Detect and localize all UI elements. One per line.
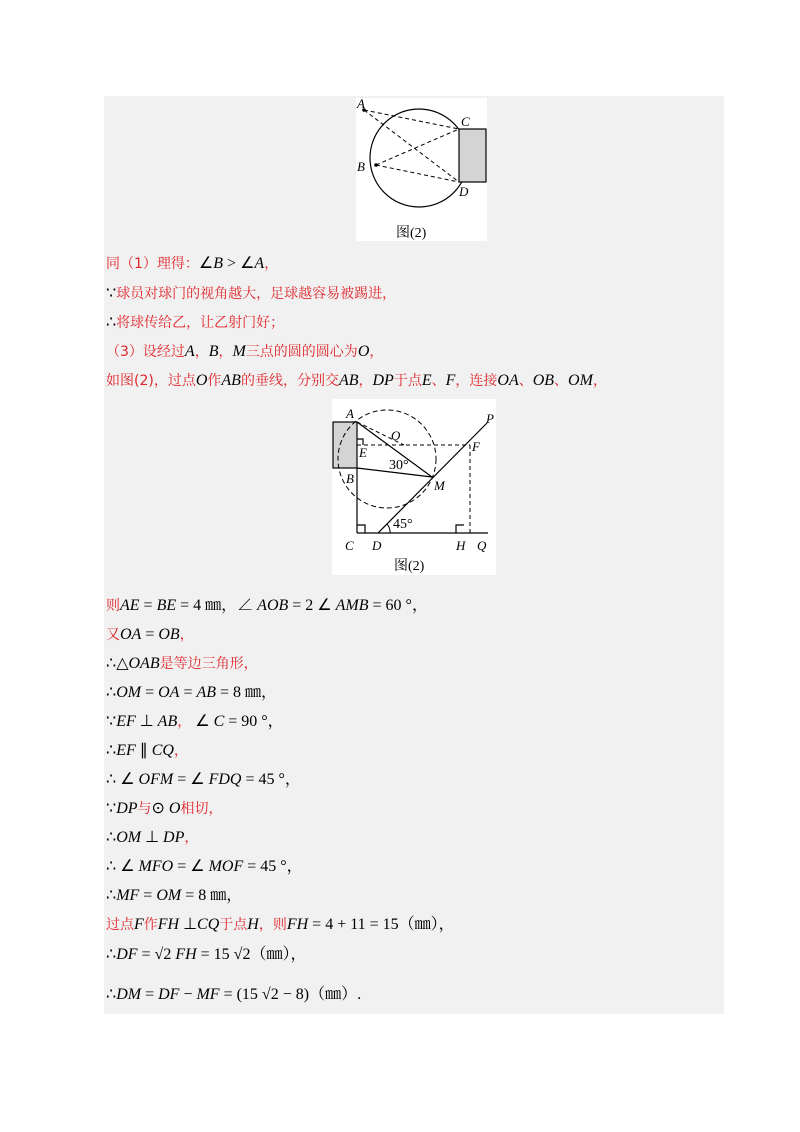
point-d-label: D xyxy=(372,538,382,553)
text-segment: FH xyxy=(286,916,309,933)
text-segment: EF xyxy=(116,713,136,730)
figure-2-diagram xyxy=(332,399,496,575)
text-segment: MF xyxy=(116,887,140,904)
text-line-3 xyxy=(106,309,284,335)
text-segment: ，连接 xyxy=(455,373,498,389)
text-segment: 如图(2)，过点 xyxy=(106,373,196,389)
text-segment: FH xyxy=(175,946,197,963)
text-segment: ∠ xyxy=(191,713,214,730)
text-segment: ∴ xyxy=(106,858,117,875)
text-segment: = 45 °， xyxy=(243,858,303,875)
text-segment: ∠ xyxy=(237,597,258,614)
text-segment: ∴ xyxy=(106,887,117,904)
text-segment: AB xyxy=(338,372,359,389)
text-segment: ∵ xyxy=(106,285,117,302)
text-segment: 、 xyxy=(431,373,446,389)
text-segment: ∴ xyxy=(106,829,117,846)
text-segment: O xyxy=(357,343,370,360)
text-segment: 过点 xyxy=(106,917,134,933)
text-segment: O xyxy=(195,372,208,389)
text-segment: ， xyxy=(218,344,233,360)
text-segment: ∴ xyxy=(106,771,117,788)
text-line-9 xyxy=(106,679,277,705)
text-line-13 xyxy=(106,795,222,821)
text-segment: DF xyxy=(116,946,138,963)
text-segment: = 8 ㎜， xyxy=(216,684,278,701)
point-f-label: F xyxy=(472,439,480,454)
text-segment: 将球传给乙，让乙射门好； xyxy=(116,315,285,331)
text-segment: ∴ xyxy=(106,742,117,759)
text-segment: 三点的圆的圆心为 xyxy=(245,344,358,360)
text-segment: ， xyxy=(184,830,199,846)
text-segment: = xyxy=(179,684,197,701)
text-segment: 的垂线，分别交 xyxy=(240,373,339,389)
text-line-7 xyxy=(106,621,194,647)
text-segment: = xyxy=(139,887,157,904)
text-segment: 作 xyxy=(207,373,222,389)
point-h-label: H xyxy=(456,538,466,553)
text-segment: ， xyxy=(177,714,192,730)
text-segment: OM xyxy=(116,829,142,846)
text-segment: = ∠ xyxy=(173,858,209,875)
text-segment: = √2 xyxy=(137,946,176,963)
point-o-label: O xyxy=(391,428,401,443)
text-segment: ， xyxy=(358,373,373,389)
text-segment: ∴ xyxy=(106,314,117,331)
text-line-11 xyxy=(106,737,188,763)
text-segment: BE xyxy=(156,597,177,614)
text-segment: E xyxy=(421,372,432,389)
point-d-label: D xyxy=(459,184,469,199)
text-segment: AB xyxy=(157,713,178,730)
text-segment: DF xyxy=(158,986,180,1003)
text-segment: ∴ xyxy=(106,946,117,963)
text-segment: AMB xyxy=(335,597,369,614)
text-line-2 xyxy=(106,280,396,306)
text-segment: ∵ xyxy=(106,800,117,817)
text-segment: = 4 ㎜， xyxy=(176,597,238,614)
text-segment: 则 xyxy=(106,598,120,614)
point-a-label: A xyxy=(346,406,354,421)
text-segment: = 15 √2（㎜）， xyxy=(196,946,307,963)
text-segment: MF xyxy=(196,986,220,1003)
text-segment: = 2 ∠ xyxy=(288,597,336,614)
text-line-5 xyxy=(106,367,607,393)
figure-1 xyxy=(356,98,487,241)
angle-30-label: 30° xyxy=(389,458,409,473)
text-segment: C xyxy=(213,713,225,730)
point-b-label: B xyxy=(357,159,365,174)
text-segment: OA xyxy=(120,626,142,643)
point-m-label: M xyxy=(434,478,445,493)
point-e-label: E xyxy=(359,445,367,460)
text-segment: MOF xyxy=(208,858,244,875)
text-segment: 作 xyxy=(143,917,158,933)
text-segment: ∠ xyxy=(198,255,214,272)
text-segment: ⊥ xyxy=(141,829,164,846)
text-segment: AB xyxy=(196,684,217,701)
text-segment: = (15 √2 − 8)（㎜）. xyxy=(219,986,362,1003)
text-segment: DP xyxy=(116,800,138,817)
text-segment: AE xyxy=(120,597,140,614)
text-segment: OM xyxy=(156,887,182,904)
text-segment: B xyxy=(213,255,224,272)
point-q-label: Q xyxy=(477,538,487,553)
text-segment: 与 xyxy=(137,801,152,817)
text-segment: = xyxy=(141,684,159,701)
text-segment: O xyxy=(164,800,181,817)
text-segment: ， xyxy=(369,344,384,360)
text-segment: ∴ xyxy=(106,655,117,672)
text-segment: A xyxy=(184,343,195,360)
text-segment: ∴ xyxy=(106,986,117,1003)
point-c-label: C xyxy=(461,114,470,129)
text-line-1 xyxy=(106,250,278,276)
text-segment: M xyxy=(232,343,246,360)
text-segment: 同（1）理得： xyxy=(106,256,199,272)
text-line-16 xyxy=(106,882,242,908)
point-a-label: A xyxy=(357,98,365,111)
text-segment: ， xyxy=(173,743,188,759)
text-segment: OM xyxy=(116,684,142,701)
text-segment: OAB xyxy=(128,655,160,672)
text-segment: B xyxy=(208,343,219,360)
text-segment: 、 xyxy=(518,373,533,389)
text-segment: = xyxy=(139,597,157,614)
text-segment: 相切， xyxy=(180,801,223,817)
text-segment: 又 xyxy=(106,627,120,643)
text-segment: ， xyxy=(194,344,209,360)
text-line-17 xyxy=(106,911,455,937)
text-segment: ∠ xyxy=(240,255,255,272)
text-segment: F xyxy=(445,372,456,389)
text-segment: ∵ xyxy=(106,713,117,730)
text-segment: CQ xyxy=(151,742,174,759)
text-segment: = xyxy=(141,626,159,643)
text-segment: ⊙ xyxy=(151,800,165,817)
text-segment: OM xyxy=(568,372,593,389)
text-segment: OFM xyxy=(138,771,174,788)
point-p-label: P xyxy=(486,411,494,426)
text-segment: ， xyxy=(592,373,607,389)
text-segment: OB xyxy=(158,626,180,643)
text-segment: = 8 ㎜， xyxy=(181,887,243,904)
text-segment: ∥ xyxy=(135,742,152,759)
text-segment: = 60 °， xyxy=(368,597,428,614)
text-line-10 xyxy=(106,708,284,734)
text-segment: ， xyxy=(264,256,279,272)
text-segment: 球员对球门的视角越大，足球越容易被踢进， xyxy=(116,286,397,302)
text-line-14 xyxy=(106,824,198,850)
text-segment: = ∠ xyxy=(173,771,209,788)
text-segment: F xyxy=(134,916,144,933)
text-segment: 于点 xyxy=(219,917,248,933)
text-segment: ⊥ xyxy=(135,713,158,730)
text-segment: ∠ xyxy=(116,858,139,875)
figure-2-caption: 图(2) xyxy=(394,559,425,574)
text-segment: = xyxy=(141,986,159,1003)
text-segment: FH xyxy=(157,916,180,933)
figure-2 xyxy=(332,399,496,575)
point-b-label: B xyxy=(346,471,354,486)
text-line-15 xyxy=(106,853,303,879)
text-segment: = 4 + 11 = 15（㎜）， xyxy=(308,916,455,933)
text-segment: ， xyxy=(179,627,194,643)
figure-1-caption: 图(2) xyxy=(396,226,427,241)
text-segment: 于点 xyxy=(393,373,422,389)
text-line-12 xyxy=(106,766,301,792)
text-line-19 xyxy=(106,981,361,1007)
text-segment: DP xyxy=(372,372,394,389)
text-segment: − xyxy=(179,986,197,1003)
text-segment: CQ xyxy=(197,916,220,933)
text-segment: = 45 °， xyxy=(241,771,301,788)
text-segment: OB xyxy=(532,372,555,389)
text-segment: = 90 °， xyxy=(224,713,284,730)
text-segment: EF xyxy=(116,742,136,759)
text-segment: MFO xyxy=(138,858,174,875)
text-segment: ，则 xyxy=(258,917,287,933)
point-c-label: C xyxy=(345,538,354,553)
text-segment: ∠ xyxy=(116,771,139,788)
text-segment: A xyxy=(254,255,265,272)
text-line-6 xyxy=(106,592,428,618)
text-segment: 是等边三角形， xyxy=(159,656,258,672)
text-segment: DP xyxy=(163,829,185,846)
text-segment: OA xyxy=(158,684,180,701)
text-segment: （3）设经过 xyxy=(106,344,185,360)
text-segment: △ xyxy=(116,655,129,672)
text-segment: FDQ xyxy=(208,771,242,788)
text-line-8 xyxy=(106,650,258,676)
text-segment: ∴ xyxy=(106,684,117,701)
text-segment: AOB xyxy=(257,597,289,614)
text-segment: H xyxy=(247,916,259,933)
text-segment: DM xyxy=(116,986,142,1003)
text-segment: ⊥ xyxy=(179,916,198,933)
angle-45-label: 45° xyxy=(393,517,413,532)
text-segment: > xyxy=(223,255,241,272)
text-segment: 、 xyxy=(554,373,569,389)
text-line-18 xyxy=(106,941,306,967)
text-line-4 xyxy=(106,338,383,364)
text-segment: AB xyxy=(221,372,241,389)
figure-1-diagram xyxy=(356,98,487,241)
text-segment: OA xyxy=(497,372,519,389)
